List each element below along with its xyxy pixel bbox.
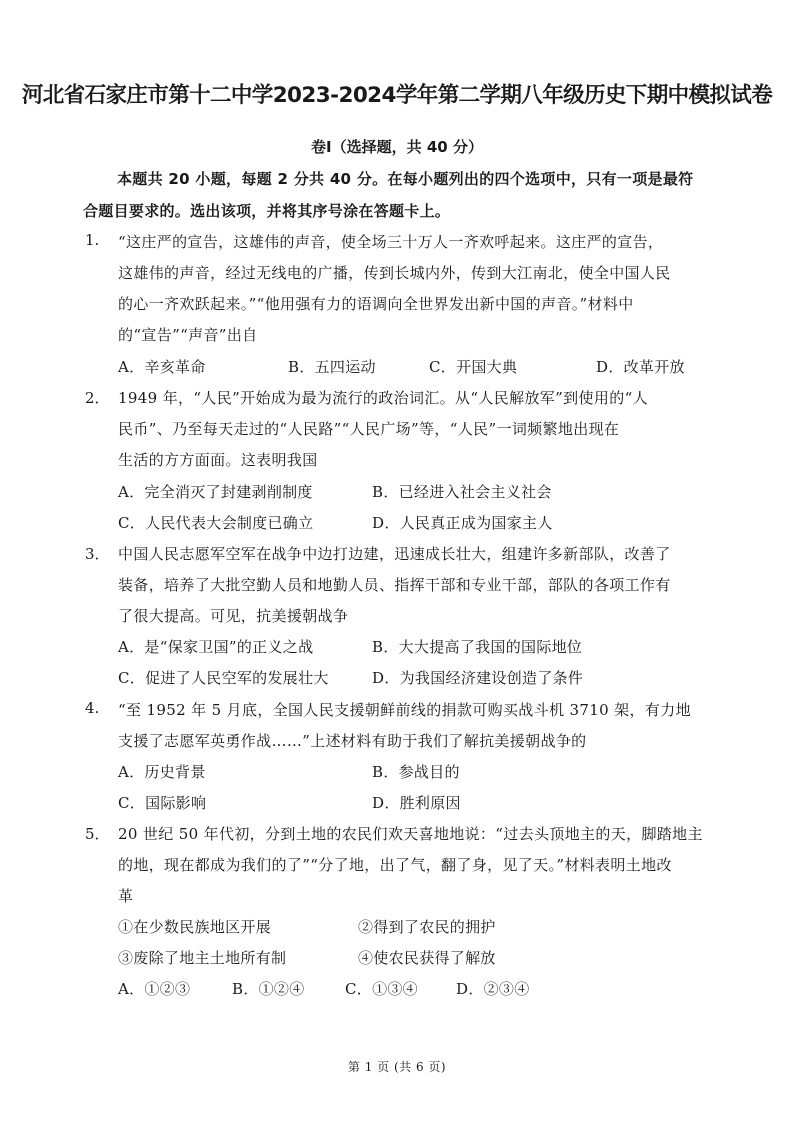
- question-3-option-a[interactable]: A．是“保家卫国”的正义之战: [118, 638, 314, 656]
- question-3-option-c[interactable]: C．促进了人民空军的发展壮大: [118, 669, 329, 687]
- question-2-stem-line: 生活的方方面面。这表明我国: [118, 451, 318, 469]
- question-1-option-a[interactable]: A．辛亥革命: [118, 358, 206, 376]
- question-2-option-c[interactable]: C．人民代表大会制度已确立: [118, 514, 314, 532]
- exam-title: 河北省石家庄市第十二中学2023-2024学年第二学期八年级历史下期中模拟试卷: [21, 83, 773, 108]
- question-3-number: 3．: [85, 545, 110, 563]
- question-5-stem-line: 20 世纪 50 年代初，分到土地的农民们欢天喜地地说：“过去头顶地主的天，脚踏地主: [118, 825, 703, 843]
- question-1-stem-line: 的心一齐欢跃起来。”“他用强有力的语调向全世界发出新中国的声音。”材料中: [118, 295, 634, 313]
- question-5-option-a[interactable]: A．①②③: [118, 980, 191, 998]
- instructions-line-1: 本题共 20 小题，每题 2 分共 40 分。在每小题列出的四个选项中，只有一项是最符: [117, 170, 694, 188]
- question-2-stem-line: 1949 年，“人民”开始成为最为流行的政治词汇。从“人民解放军”到使用的“人: [118, 389, 648, 407]
- question-2-option-d[interactable]: D．人民真正成为国家主人: [372, 514, 553, 532]
- question-1-option-d[interactable]: D．改革开放: [596, 358, 685, 376]
- question-2-stem-line: 民币”、乃至每天走过的“人民路”“人民广场”等，“人民”一词频繁地出现在: [118, 420, 620, 438]
- question-4-stem-line: “至 1952 年 5 月底，全国人民支援朝鲜前线的捐款可购买战斗机 3710 架，有力地: [118, 701, 691, 719]
- question-4-number: 4.: [85, 699, 100, 717]
- question-4-option-b[interactable]: B．参战目的: [372, 763, 460, 781]
- question-3-stem-line: 中国人民志愿军空军在战争中边打边建，迅速成长壮大，组建许多新部队，改善了: [118, 545, 671, 563]
- question-1-stem-line: 这雄伟的声音，经过无线电的广播，传到长城内外，传到大江南北，使全中国人民: [118, 264, 671, 282]
- question-3-option-b[interactable]: B．大大提高了我国的国际地位: [372, 638, 583, 656]
- question-5-option-d[interactable]: D．②③④: [456, 980, 530, 998]
- question-2-number: 2．: [85, 389, 110, 407]
- question-5-statement-3: ③废除了地主土地所有制: [118, 949, 287, 967]
- question-1-stem-line: 的“宣告”“声音”出自: [118, 326, 258, 344]
- question-5-statement-1: ①在少数民族地区开展: [118, 918, 272, 936]
- question-5-stem-line: 的地，现在都成为我们的了”“分了地，出了气，翻了身，见了天。”材料表明土地改: [118, 856, 672, 874]
- question-5-stem-line: 革: [118, 887, 134, 905]
- question-1-option-c[interactable]: C．开国大典: [429, 358, 518, 376]
- question-5-option-b[interactable]: B．①②④: [232, 980, 305, 998]
- question-1-number: 1.: [85, 231, 100, 249]
- page-footer: 第 1 页 (共 6 页): [347, 1060, 447, 1074]
- question-1-stem-line: “这庄严的宣告，这雄伟的声音，使全场三十万人一齐欢呼起来。这庄严的宣告，: [118, 233, 664, 251]
- question-3-option-d[interactable]: D．为我国经济建设创造了条件: [372, 669, 584, 687]
- question-5-statement-2: ②得到了农民的拥护: [358, 918, 496, 936]
- question-4-stem-line: 支援了志愿军英勇作战……”上述材料有助于我们了解抗美援朝战争的: [118, 732, 587, 750]
- question-4-option-a[interactable]: A．历史背景: [118, 763, 206, 781]
- question-3-stem-line: 了很大提高。可见，抗美援朝战争: [118, 607, 349, 625]
- section-title: 卷Ⅰ（选择题，共 40 分）: [311, 138, 483, 156]
- question-5-statement-4: ④使农民获得了解放: [358, 949, 496, 967]
- question-5-number: 5．: [85, 825, 110, 843]
- question-2-option-a[interactable]: A．完全消灭了封建剥削制度: [118, 483, 313, 501]
- question-3-stem-line: 装备，培养了大批空勤人员和地勤人员、指挥干部和专业干部，部队的各项工作有: [118, 576, 671, 594]
- question-5-option-c[interactable]: C．①③④: [345, 980, 418, 998]
- question-2-option-b[interactable]: B．已经进入社会主义社会: [372, 483, 552, 501]
- instructions-line-2: 合题目要求的。选出该项，并将其序号涂在答题卡上。: [83, 202, 451, 220]
- question-1-option-b[interactable]: B．五四运动: [288, 358, 376, 376]
- question-4-option-d[interactable]: D．胜利原因: [372, 794, 461, 812]
- question-4-option-c[interactable]: C．国际影响: [118, 794, 207, 812]
